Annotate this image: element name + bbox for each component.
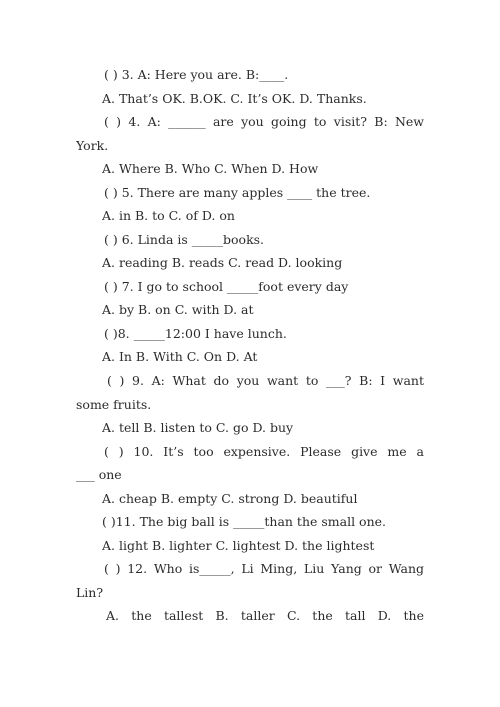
question-12: ( ) 12. Who is_____, Li Ming, Liu Yang or Wang bbox=[104, 561, 424, 576]
question-11: ( )11. The big ball is _____than the small one. bbox=[102, 514, 387, 529]
question-6: ( ) 6. Linda is _____books. bbox=[104, 232, 265, 247]
question-8-options: A. In B. With C. On D. At bbox=[102, 349, 258, 364]
question-12-continuation: Lin? bbox=[76, 585, 104, 600]
question-5-options: A. in B. to C. of D. on bbox=[102, 208, 235, 223]
question-12-options: A. the tallest B. taller C. the tall D. the bbox=[106, 608, 424, 623]
question-9-continuation: some fruits. bbox=[76, 397, 152, 412]
question-8: ( )8. _____12:00 I have lunch. bbox=[104, 326, 287, 341]
question-3-options: A. That’s OK. B.OK. C. It’s OK. D. Thanks. bbox=[102, 91, 367, 106]
question-3: ( ) 3. A: Here you are. B:____. bbox=[104, 67, 289, 82]
question-7-options: A. by B. on C. with D. at bbox=[102, 302, 254, 317]
question-4-options: A. Where B. Who C. When D. How bbox=[102, 161, 319, 176]
question-10: ( ) 10. It’s too expensive. Please give me a bbox=[104, 444, 424, 459]
question-10-options: A. cheap B. empty C. strong D. beautiful bbox=[102, 491, 358, 506]
question-10-continuation: ___ one bbox=[76, 467, 122, 482]
question-11-options: A. light B. lighter C. lightest D. the lightest bbox=[102, 538, 375, 553]
question-7: ( ) 7. I go to school _____foot every day bbox=[104, 279, 349, 294]
question-6-options: A. reading B. reads C. read D. looking bbox=[102, 255, 343, 270]
question-9: ( ) 9. A: What do you want to ___? B: I want bbox=[107, 373, 424, 388]
question-9-options: A. tell B. listen to C. go D. buy bbox=[102, 420, 294, 435]
question-4: ( ) 4. A: ______ are you going to visit? B: New bbox=[104, 114, 424, 129]
question-4-continuation: York. bbox=[76, 138, 109, 153]
question-5: ( ) 5. There are many apples ____ the tree. bbox=[104, 185, 371, 200]
